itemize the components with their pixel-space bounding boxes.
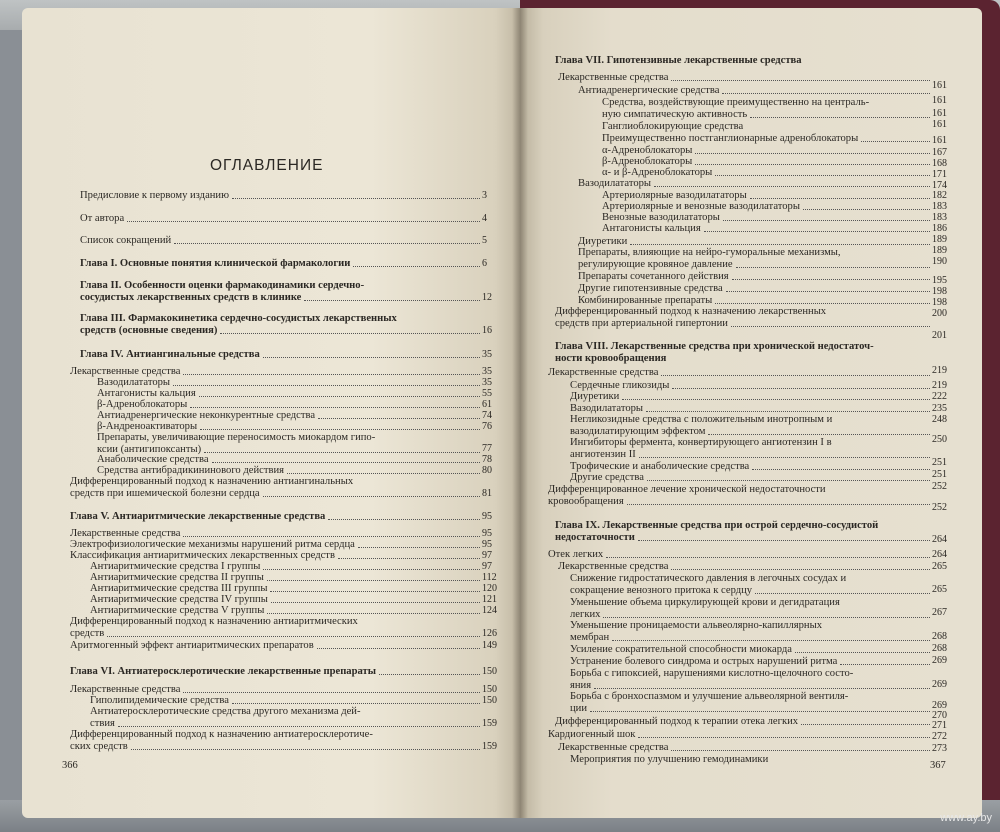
dot-leader <box>118 725 480 727</box>
toc-entry-text: Другие средства <box>570 472 644 483</box>
toc-entry-text: Антиадренергические средства <box>578 85 720 96</box>
toc-page-number: 235 <box>932 403 947 414</box>
toc-entry-text: Средства, воздействующие преимущественно на централь- <box>602 97 870 108</box>
toc-page-number: 201 <box>932 330 947 341</box>
toc-page-number: 112 <box>482 572 497 583</box>
chapter-title: Глава IV. Антиангинальные средства <box>80 349 260 360</box>
toc-entry-text: Предисловие к первому изданию <box>80 190 230 201</box>
toc-entry-text: Лекарственные средства <box>70 366 181 377</box>
dot-leader <box>318 417 480 419</box>
toc-entry-text: Другие гипотензивные средства <box>578 283 723 294</box>
toc-entry-text: Антиатеросклеротические средства другого механизма дей- <box>90 706 361 717</box>
dot-leader <box>801 723 930 725</box>
toc-entry-text: Анаболические средства <box>97 454 209 465</box>
chapter-title: Глава I. Основные понятия клинической фармакологии <box>80 258 351 269</box>
dot-leader <box>671 749 930 751</box>
toc-entry-text: Артериолярные и венозные вазодилататоры <box>602 201 800 212</box>
toc-entry-text: Препараты, увеличивающие переносимость миокардом гипо- <box>97 432 376 443</box>
toc-entry-text: β-Андреноактиваторы <box>97 421 198 432</box>
dot-leader <box>267 612 480 614</box>
dot-leader <box>379 673 480 675</box>
toc-page-number: 219 <box>932 365 947 376</box>
toc-page-number: 252 <box>932 502 947 513</box>
left-page-number: 366 <box>62 760 78 771</box>
chapter-title: ности кровообращения <box>555 352 667 364</box>
toc-page-number: 149 <box>482 640 497 651</box>
toc-page-number: 183 <box>932 201 947 212</box>
toc-page-number: 161 <box>932 95 947 106</box>
toc-entry-text: Антиаритмические средства II группы <box>90 572 264 583</box>
toc-page-number: 12 <box>482 292 492 303</box>
toc-page-number: 6 <box>482 258 487 269</box>
dot-leader <box>627 503 930 505</box>
dot-leader <box>732 278 930 280</box>
dot-leader <box>594 687 930 689</box>
toc-page-number: 161 <box>932 119 947 130</box>
toc-entry-text: Лекарственные средства <box>548 367 659 378</box>
toc-entry-text: Лекарственные средства <box>558 742 669 753</box>
dot-leader <box>722 92 930 94</box>
toc-entry-text: Дифференцированный подход к терапии отека легких <box>555 716 799 727</box>
toc-entry-text: ции <box>570 702 588 714</box>
toc-page-number: 269 <box>932 679 947 690</box>
toc-page-number: 268 <box>932 643 947 654</box>
toc-entry-text: Дифференцированный подход к назначению антиаритмических <box>70 616 358 627</box>
toc-entry-text: Диуретики <box>570 391 620 402</box>
toc-entry-text: β-Адреноблокаторы <box>97 399 188 410</box>
toc-entry-text: легких <box>570 608 601 620</box>
dot-leader <box>639 456 930 458</box>
dot-leader <box>647 479 930 481</box>
toc-page-number: 252 <box>932 481 947 492</box>
toc-entry-text: ствия <box>90 717 115 729</box>
dot-leader <box>183 691 480 693</box>
toc-page-number: 248 <box>932 414 947 425</box>
toc-page-number: 97 <box>482 550 492 561</box>
dot-leader <box>199 395 480 397</box>
toc-entry-text: Вазодилататоры <box>97 377 171 388</box>
dot-leader <box>750 197 930 199</box>
toc-page-number: 35 <box>482 366 492 377</box>
dot-leader <box>840 663 930 665</box>
toc-entry-text: Негликозидные средства с положительным инотропным и <box>570 414 833 425</box>
toc-entry-text: Антагонисты кальция <box>602 223 701 234</box>
toc-entry-text: регулирующие кровяное давление <box>578 258 733 270</box>
dot-leader <box>671 568 930 570</box>
toc-page-number: 168 <box>932 158 947 169</box>
toc-entry-text: ангиотензин II <box>570 448 636 460</box>
dot-leader <box>287 472 480 474</box>
dot-leader <box>708 433 930 435</box>
dot-leader <box>338 557 480 559</box>
toc-entry-text: Ингибиторы фермента, конвертирующего ангиотензин I в <box>570 437 832 448</box>
dot-leader <box>183 373 480 375</box>
dot-leader <box>270 590 480 592</box>
toc-entry-text: Антиаритмические средства IV группы <box>90 594 268 605</box>
toc-page-number: 95 <box>482 511 492 522</box>
dot-leader <box>317 647 480 649</box>
toc-entry-text: Устранение болевого синдрома и острых нарушений ритма <box>570 656 838 667</box>
dot-leader <box>232 197 480 199</box>
dot-leader <box>704 230 930 232</box>
toc-entry-text: Мероприятия по улучшению гемодинамики <box>570 754 769 765</box>
toc-entry-text: ских средств <box>70 740 128 752</box>
toc-page-number: 267 <box>932 607 947 618</box>
dot-leader <box>861 140 930 142</box>
toc-page-number: 183 <box>932 212 947 223</box>
toc-entry-text: мембран <box>570 631 610 643</box>
toc-page-number: 74 <box>482 410 492 421</box>
toc-page-number: 16 <box>482 325 492 336</box>
dot-leader <box>263 495 480 497</box>
toc-page-number: 251 <box>932 457 947 468</box>
toc-entry-text: Антиадренергические неконкурентные средства <box>97 410 316 421</box>
toc-page-number: 174 <box>932 180 947 191</box>
dot-leader <box>200 428 480 430</box>
dot-leader <box>353 265 480 267</box>
chapter-title: Глава VII. Гипотензивные лекарственные средства <box>555 55 802 66</box>
dot-leader <box>723 219 930 221</box>
dot-leader <box>795 651 930 653</box>
toc-page-number: 265 <box>932 584 947 595</box>
toc-page-number: 159 <box>482 718 497 729</box>
toc-entry-text: Дифференцированный подход к назначению антиатеросклеротиче- <box>70 729 373 740</box>
toc-entry-text: β-Адреноблокаторы <box>602 156 693 167</box>
toc-entry-text: Отек легких <box>548 549 604 560</box>
dot-leader <box>183 535 480 537</box>
chapter-title: недостаточности <box>555 531 635 543</box>
toc-entry-text: α- и β-Адреноблокаторы <box>602 167 713 178</box>
dot-leader <box>612 639 930 641</box>
toc-page-number: 189 <box>932 234 947 245</box>
toc-page-number: 190 <box>932 256 947 267</box>
toc-entry-text: яния <box>570 679 592 691</box>
toc-entry-text: Диуретики <box>578 236 628 247</box>
toc-entry-text: Ганглиоблокирующие средства <box>602 121 744 132</box>
toc-entry-text: От автора <box>80 213 125 224</box>
dot-leader <box>606 556 930 558</box>
dot-leader <box>190 406 480 408</box>
toc-entry-text: Вазодилататоры <box>570 403 644 414</box>
dot-leader <box>271 601 480 603</box>
toc-page-number: 76 <box>482 421 492 432</box>
toc-entry-text: кровообращения <box>548 495 624 507</box>
toc-page-number: 182 <box>932 190 947 201</box>
toc-entry-text: Список сокращений <box>80 235 172 246</box>
toc-entry-text: сокращение венозного притока к сердцу <box>570 584 753 596</box>
toc-entry-text: Дифференцированное лечение хронической недостаточности <box>548 484 826 495</box>
dot-leader <box>715 174 930 176</box>
dot-leader <box>630 243 930 245</box>
toc-page-number: 121 <box>482 594 497 605</box>
chapter-title: сосудистых лекарственных средств в клинике <box>80 291 302 303</box>
dot-leader <box>174 242 480 244</box>
dot-leader <box>204 451 480 453</box>
toc-page-number: 250 <box>932 434 947 445</box>
chapter-title: средств (основные сведения) <box>80 324 218 336</box>
toc-entry-text: Антагонисты кальция <box>97 388 196 399</box>
dot-leader <box>752 468 930 470</box>
toc-entry-text: Усиление сократительной способности миокарда <box>570 644 792 655</box>
toc-entry-text: Антиаритмические средства III группы <box>90 583 268 594</box>
toc-entry-text: Артериолярные вазодилататоры <box>602 190 747 201</box>
toc-page-number: 269 <box>932 655 947 666</box>
toc-entry-text: ксии (антигипоксанты) <box>97 443 202 455</box>
dot-leader <box>127 220 480 222</box>
dot-leader <box>695 152 930 154</box>
toc-page-number: 35 <box>482 377 492 388</box>
dot-leader <box>715 302 930 304</box>
dot-leader <box>263 356 480 358</box>
toc-page-number: 77 <box>482 443 492 454</box>
toc-page-number: 161 <box>932 108 947 119</box>
toc-page-number: 4 <box>482 213 487 224</box>
toc-entry-text: Преимущественно постганглионарные адреноблокаторы <box>602 133 859 144</box>
toc-entry-text: Снижение гидростатического давления в легочных сосудах и <box>570 573 847 584</box>
dot-leader <box>263 568 480 570</box>
chapter-title: Глава IX. Лекарственные средства при острой сердечно-сосудистой <box>555 520 879 531</box>
toc-entry-text: вазодилатирующим эффектом <box>570 425 706 437</box>
dot-leader <box>304 299 480 301</box>
dot-leader <box>671 79 930 81</box>
toc-page-number: 78 <box>482 454 492 465</box>
toc-page-number: 198 <box>932 286 947 297</box>
toc-entry-text: средств при артериальной гипертонии <box>555 317 728 329</box>
toc-page-number: 269 <box>932 700 947 711</box>
dot-leader <box>726 290 930 292</box>
toc-entry-text: Классификация антиаритмических лекарственных средств <box>70 550 335 561</box>
toc-page-number: 171 <box>932 169 947 180</box>
toc-page-number: 167 <box>932 147 947 158</box>
dot-leader <box>755 592 930 594</box>
toc-page-number: 200 <box>932 308 947 319</box>
toc-page-number: 264 <box>932 534 947 545</box>
toc-entry-text: Кардиогенный шок <box>548 729 636 740</box>
dot-leader <box>638 539 930 541</box>
toc-entry-text: Борьба с бронхоспазмом и улучшение альвеолярной вентиля- <box>570 691 849 702</box>
toc-entry-text: Препараты, влияющие на нейро-гуморальные механизмы, <box>578 247 841 258</box>
toc-entry-text: средств при ишемической болезни сердца <box>70 487 260 499</box>
toc-entry-text: средств <box>70 627 105 639</box>
dot-leader <box>220 332 480 334</box>
dot-leader <box>173 384 480 386</box>
toc-entry-text: Антиаритмические средства I группы <box>90 561 261 572</box>
toc-entry-text: Комбинированные препараты <box>578 295 713 306</box>
toc-page-number: 159 <box>482 741 497 752</box>
toc-page-number: 150 <box>482 666 497 677</box>
watermark: www.ay.by <box>940 812 992 824</box>
toc-page-number: 61 <box>482 399 492 410</box>
toc-page-number: 161 <box>932 80 947 91</box>
dot-leader <box>328 518 480 520</box>
toc-page-number: 95 <box>482 539 492 550</box>
toc-page-number: 222 <box>932 391 947 402</box>
toc-page-number: 270 <box>932 710 947 721</box>
toc-page-number: 81 <box>482 488 492 499</box>
dot-leader <box>803 208 930 210</box>
toc-page-number: 126 <box>482 628 497 639</box>
toc-page-number: 219 <box>932 380 947 391</box>
toc-page-number: 97 <box>482 561 492 572</box>
toc-page-number: 150 <box>482 695 497 706</box>
toc-entry-text: ную симпатическую активность <box>602 108 748 120</box>
toc-page-number: 265 <box>932 561 947 572</box>
toc-page-number: 273 <box>932 743 947 754</box>
toc-entry-text: Электрофизиологические механизмы нарушений ритма сердца <box>70 539 355 550</box>
dot-leader <box>654 185 930 187</box>
book-gutter <box>512 8 528 818</box>
toc-page-number: 189 <box>932 245 947 256</box>
toc-entry-text: Лекарственные средства <box>70 684 181 695</box>
chapter-title: Глава II. Особенности оценки фармакодинамики сердечно- <box>80 280 365 291</box>
chapter-title: Глава III. Фармакокинетика сердечно-сосудистых лекарственных <box>80 313 397 324</box>
dot-leader <box>358 546 480 548</box>
dot-leader <box>232 702 480 704</box>
toc-page-number: 55 <box>482 388 492 399</box>
toc-entry-text: Лекарственные средства <box>558 72 669 83</box>
toc-page-number: 264 <box>932 549 947 560</box>
chapter-title: Глава VIII. Лекарственные средства при хронической недостаточ- <box>555 341 874 352</box>
toc-entry-text: Лекарственные средства <box>558 561 669 572</box>
toc-entry-text: Дифференцированный подход к назначению антиангинальных <box>70 476 354 487</box>
chapter-title: Глава VI. Антиатеросклеротические лекарственные препараты <box>70 666 376 677</box>
chapter-title: Глава V. Антиаритмические лекарственные средства <box>70 511 326 522</box>
toc-page-number: 198 <box>932 297 947 308</box>
toc-entry-text: Сердечные гликозиды <box>570 380 670 391</box>
right-page-number: 367 <box>930 760 946 771</box>
dot-leader <box>603 616 930 618</box>
dot-leader <box>672 387 930 389</box>
toc-page-number: 5 <box>482 235 487 246</box>
toc-entry-text: α-Адреноблокаторы <box>602 145 693 156</box>
toc-entry-text: Уменьшение проницаемости альвеолярно-капиллярных <box>570 620 822 631</box>
toc-page-number: 161 <box>932 135 947 146</box>
dot-leader <box>695 163 930 165</box>
toc-entry-text: Лекарственные средства <box>70 528 181 539</box>
dot-leader <box>646 410 930 412</box>
toc-entry-text: Аритмогенный эффект антиаритмических препаратов <box>70 640 314 651</box>
toc-page-number: 120 <box>482 583 497 594</box>
toc-page-number: 150 <box>482 684 497 695</box>
dot-leader <box>212 461 480 463</box>
dot-leader <box>267 579 480 581</box>
toc-entry-text: Антиаритмические средства V группы <box>90 605 265 616</box>
toc-page-number: 35 <box>482 349 492 360</box>
toc-entry-text: Венозные вазодилататоры <box>602 212 720 223</box>
toc-entry-text: Уменьшение объема циркулирующей крови и дегидратация <box>570 597 840 608</box>
toc-page-number: 3 <box>482 190 487 201</box>
toc-entry-text: Гиполипидемические средства <box>90 695 229 706</box>
toc-page-number: 251 <box>932 469 947 480</box>
toc-entry-text: Средства антибрадикининового действия <box>97 465 284 476</box>
dot-leader <box>750 116 930 118</box>
toc-page-number: 186 <box>932 223 947 234</box>
toc-entry-text: Препараты сочетанного действия <box>578 271 729 282</box>
dot-leader <box>736 266 930 268</box>
toc-page-number: 272 <box>932 731 947 742</box>
toc-entry-text: Вазодилататоры <box>578 178 652 189</box>
toc-page-number: 195 <box>932 275 947 286</box>
toc-entry-text: Трофические и анаболические средства <box>570 461 750 472</box>
dot-leader <box>131 748 480 750</box>
toc-page-number: 271 <box>932 720 947 731</box>
dot-leader <box>107 635 480 637</box>
toc-page-number: 80 <box>482 465 492 476</box>
dot-leader <box>622 398 930 400</box>
dot-leader <box>731 325 930 327</box>
dot-leader <box>590 710 930 712</box>
toc-heading: ОГЛАВЛЕНИЕ <box>210 157 324 174</box>
dot-leader <box>661 374 930 376</box>
toc-page-number: 268 <box>932 631 947 642</box>
toc-entry-text: Дифференцированный подход к назначению лекарственных <box>555 306 827 317</box>
dot-leader <box>638 736 930 738</box>
toc-entry-text: Борьба с гипоксией, нарушениями кислотно-щелочного состо- <box>570 668 854 679</box>
toc-page-number: 95 <box>482 528 492 539</box>
toc-page-number: 124 <box>482 605 497 616</box>
